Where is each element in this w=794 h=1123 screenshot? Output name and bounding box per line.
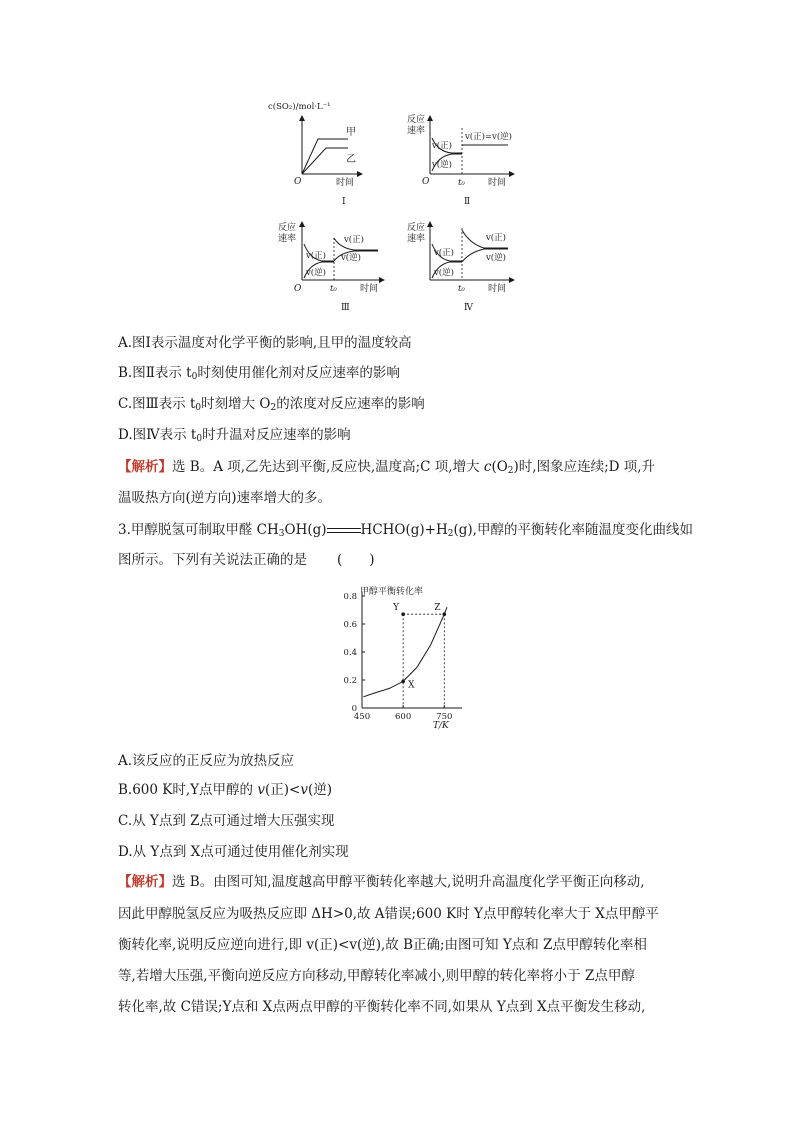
q3-analysis-1: 选 B。由图可知,温度越高甲醇平衡转化率越大,说明升高温度化学平衡正向移动, — [172, 874, 645, 890]
p3-ylabel-2: 速率 — [278, 234, 297, 244]
point-x — [401, 680, 405, 684]
point-label-x: X — [408, 680, 415, 691]
q3-stem-2: 图所示。下列有关说法正确的是 — [118, 552, 307, 568]
p1-label-jia: 甲 — [346, 127, 356, 138]
q3-stem-1c: HCHO(g)+H — [360, 522, 448, 538]
p2-t0: t₀ — [458, 178, 465, 188]
q2-analysis-1b: (O — [491, 459, 508, 475]
q3-option-d-text: D.从 Y点到 X点可通过使用催化剂实现 — [118, 844, 349, 860]
q3-analysis-line-1 — [118, 873, 645, 891]
q3-stem-1s2: 2 — [447, 529, 454, 539]
point-label-y: Y — [393, 603, 400, 614]
p2-origin: O — [422, 177, 430, 187]
q3-option-b-mid: (正)< — [265, 782, 301, 798]
q3-option-b-v2: v — [300, 782, 308, 798]
q2-option-c-sub2: 2 — [270, 403, 277, 413]
p4-v-forward-after: v(正) — [486, 233, 506, 243]
q2-analysis-line-2 — [118, 489, 331, 507]
q3-analysis-2: 因此甲醇脱氢反应为吸热反应即 ΔH>0,故 A错误;600 K时 Y点甲醇转化率大于 X点甲醇平 — [118, 906, 659, 922]
p2-v-reverse: v(逆) — [432, 160, 452, 170]
q3-option-b-v1: v — [257, 782, 265, 798]
chart-y-tick-label: 0.4 — [343, 648, 357, 658]
p3-xlabel: 时间 — [360, 284, 379, 294]
p3-caption: Ⅲ — [341, 303, 350, 313]
p1-label-yi: 乙 — [346, 154, 356, 165]
q3-analysis-line-4 — [118, 967, 635, 985]
chart-y-tick-label: 0.8 — [343, 592, 357, 602]
conversion-chart — [330, 580, 470, 730]
q3-analysis-line-5 — [118, 998, 645, 1016]
rate-figures-svg — [262, 98, 542, 323]
q3-analysis-5: 转化率,故 C错误;Y点和 X点两点甲醇的平衡转化率不同,如果从 Y点到 X点平衡发生移动, — [118, 999, 646, 1015]
p2-ylabel-1: 反应 — [407, 115, 426, 125]
q2-option-d — [118, 426, 351, 448]
p4-v-reverse-before: v(逆) — [434, 268, 454, 278]
q3-analysis-tag: 【解析】 — [118, 874, 172, 890]
q2-analysis-1c: c — [483, 459, 492, 475]
point-label-z: Z — [434, 603, 441, 614]
chart-y-tick-label: 0.2 — [343, 676, 357, 686]
p2-eq-label: v(正)=v(逆) — [465, 132, 512, 142]
p2-v-forward: v(正) — [432, 141, 452, 151]
q2-option-d-pre: D.图Ⅳ表示 t — [118, 427, 197, 443]
q2-option-c-pre: C.图Ⅲ表示 t — [118, 396, 196, 412]
chart-points — [392, 603, 446, 690]
p1-origin: O — [294, 177, 302, 187]
p3-v-forward-before: v(正) — [306, 251, 326, 261]
chart-xlabel: T/K — [433, 721, 449, 730]
chart-y-tick-label: 0.6 — [343, 620, 357, 630]
p3-t0: t₀ — [330, 284, 337, 294]
q3-stem-line-1 — [118, 521, 693, 543]
q3-analysis-line-2 — [118, 905, 659, 923]
q2-option-b — [118, 364, 400, 386]
q2-option-c-post: 的浓度对反应速率的影响 — [276, 396, 425, 412]
p4-t0: t₀ — [458, 284, 465, 294]
q3-option-b-post: (逆) — [308, 782, 333, 798]
q2-option-a — [118, 334, 412, 352]
p3-v-reverse-before: v(逆) — [306, 268, 326, 278]
chart-axes — [362, 592, 462, 708]
p4-ylabel-2: 速率 — [407, 234, 426, 244]
q3-stem-1s1: 3 — [278, 529, 285, 539]
chart-x-tick-label: 600 — [395, 712, 412, 722]
q3-stem-line-2 — [118, 551, 375, 569]
q2-option-c-mid: 时刻增大 O — [201, 396, 271, 412]
q2-option-c — [118, 395, 425, 417]
p4-caption: Ⅳ — [464, 303, 473, 313]
p1-xlabel: 时间 — [336, 178, 355, 188]
q3-option-d — [118, 843, 349, 861]
panel-1 — [268, 101, 362, 207]
q2-analysis-1a: 选 B。A 项,乙先达到平衡,反应快,温度高;C 项,增大 — [172, 459, 484, 475]
conversion-curve — [363, 607, 447, 697]
point-y — [401, 612, 405, 616]
p4-v-reverse-after: v(逆) — [486, 253, 506, 263]
p1-ylabel: c(SO₂)/mol·L⁻¹ — [268, 102, 331, 112]
q2-option-b-pre: B.图Ⅱ表示 t — [118, 365, 192, 381]
panel-3 — [278, 221, 384, 313]
q3-analysis-4: 等,若增大压强,平衡向逆反应方向移动,甲醇转化率减小,则甲醇的转化率将小于 Z点甲醇 — [118, 968, 635, 984]
q2-option-d-sub: 0 — [196, 434, 203, 444]
conversion-chart-svg — [330, 580, 470, 730]
q2-option-b-post: 时刻使用催化剂对反应速率的影响 — [197, 365, 400, 381]
chart-x-tick-label: 750 — [436, 712, 453, 722]
q2-option-c-sub: 0 — [195, 403, 202, 413]
p3-v-forward-after: v(正) — [344, 235, 364, 245]
q2-option-d-post: 时升温对反应速率的影响 — [202, 427, 351, 443]
q3-option-b — [118, 781, 332, 799]
p4-xlabel: 时间 — [488, 284, 507, 294]
q2-analysis-tag: 【解析】 — [118, 459, 172, 475]
q2-analysis-2: 温吸热方向(逆方向)速率增大的多。 — [118, 490, 332, 506]
q3-answer-blank: ( ) — [337, 552, 375, 568]
q3-stem-1b: OH(g) — [284, 522, 327, 538]
p3-origin: O — [294, 284, 302, 294]
q3-option-c — [118, 812, 335, 830]
q2-analysis-1d: )时,图象应连续;D 项,升 — [513, 459, 656, 475]
equilibrium-arrow-icon — [327, 526, 361, 536]
q3-analysis-3: 衡转化率,说明反应逆向进行,即 v(正)<v(逆),故 B正确;由图可知 Y点和 Z点甲醇转化率相 — [118, 937, 647, 953]
chart-title: 甲醇平衡转化率 — [360, 587, 424, 597]
q3-stem-1a: 3.甲醇脱氢可制取甲醛 CH — [118, 522, 279, 538]
rate-figures — [262, 98, 542, 323]
p3-ylabel-1: 反应 — [278, 223, 297, 233]
chart-x-tick-label: 450 — [353, 712, 371, 722]
p3-v-reverse-after: v(逆) — [341, 253, 361, 263]
q3-stem-1d: (g),甲醇的平衡转化率随温度变化曲线如 — [453, 522, 693, 538]
q3-option-c-text: C.从 Y点到 Z点可通过增大压强实现 — [118, 813, 335, 829]
q2-option-a-text: A.图Ⅰ表示温度对化学平衡的影响,且甲的温度较高 — [118, 335, 412, 351]
q2-analysis-1sub: 2 — [507, 466, 514, 476]
q2-analysis-line-1 — [118, 458, 655, 480]
q2-option-b-sub: 0 — [191, 372, 198, 382]
q3-option-b-pre: B.600 K时,Y点甲醇的 — [118, 782, 258, 798]
p1-curve-yi — [302, 148, 348, 174]
p2-caption: Ⅱ — [464, 197, 471, 207]
q3-option-a-text: A.该反应的正反应为放热反应 — [118, 753, 295, 769]
p1-curve-jia — [302, 139, 348, 174]
point-z — [442, 612, 446, 616]
q3-analysis-line-3 — [118, 936, 647, 954]
chart-y-tick-label: 0 — [351, 704, 357, 714]
p2-xlabel: 时间 — [488, 178, 507, 188]
panel-2 — [407, 113, 514, 207]
q3-option-a — [118, 752, 294, 770]
p4-ylabel-1: 反应 — [407, 223, 426, 233]
panel-4 — [407, 221, 514, 313]
p1-caption: Ⅰ — [342, 197, 346, 207]
p2-ylabel-2: 速率 — [407, 126, 426, 136]
p4-v-forward-before: v(正) — [434, 248, 454, 258]
